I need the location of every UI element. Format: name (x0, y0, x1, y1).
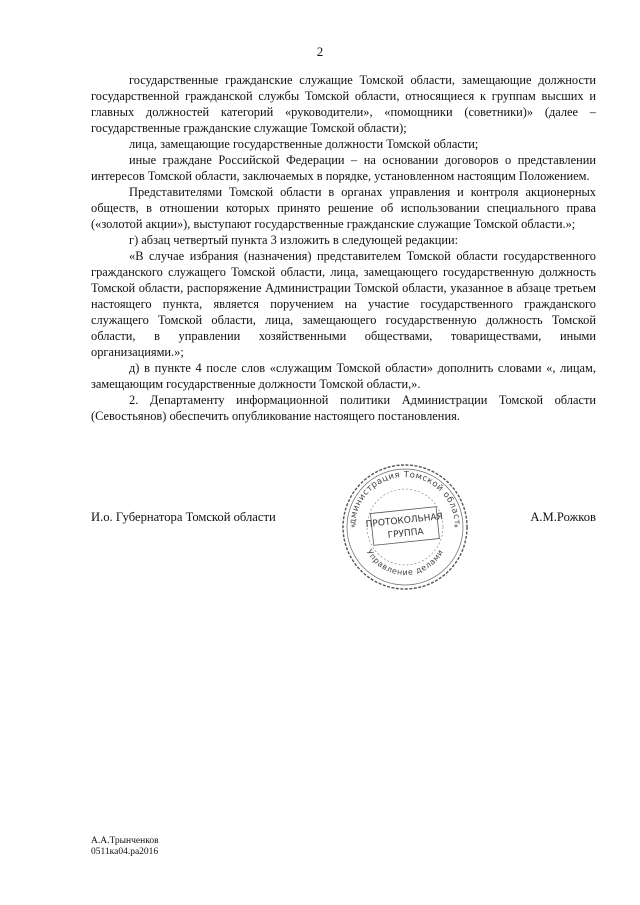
paragraph: д) в пункте 4 после слов «служащим Томской области» дополнить словами «, лицам, замещающим государственные должности Томской области,». (91, 361, 596, 391)
signature-title: И.о. Губернатора Томской области (91, 510, 276, 524)
stamp-ring-bottom: Управление делами (364, 547, 446, 578)
footer (91, 836, 159, 858)
footer-doc-code: 0511ка04.ра2016 (91, 847, 159, 857)
paragraph: лица, замещающие государственные должности Томской области; (129, 137, 479, 151)
footer-author: А.А.Трынченков (91, 836, 159, 846)
seal-stamp (338, 460, 472, 594)
page-number: 2 (316, 44, 324, 59)
paragraph: 2. Департаменту информационной политики Администрации Томской области (Севостьянов) обеспечить опубликование настоящего постановления. (91, 393, 596, 423)
stamp-center-line-1: ПРОТОКОЛЬНАЯ (365, 512, 444, 531)
signature-name: А.М.Рожков (530, 510, 596, 524)
stamp-star-right: * (454, 523, 458, 532)
paragraph: иные граждане Российской Федерации – на основании договоров о представлении интересов Томской области, заключаемых в порядке, установленном настоящим Положением. (91, 153, 596, 183)
svg-text:Управление делами (365, 548, 445, 577)
stamp-star-left: * (351, 523, 355, 532)
paragraph: «В случае избрания (назначения) представителем Томской области государственного гражданского служащего Томской области, лица, замещающего государственную должность Томской области, распоряжение Администрации Томской области, указанное в абзаце третьем настоящего пункта, является поручением на участие государственного гражданского служащего Томской области, лица, замещающего государственную должность Томской области, в управлении хозяйственными обществами, товариществами, иными организациями.»; (91, 249, 596, 359)
paragraph: Представителями Томской области в органах управления и контроля акционерных обществ, в отношении которых принято решение об использовании специального права («золотой акции»), выступают государственные гражданские служащие Томской области.»; (91, 185, 596, 231)
stamp-graphic (338, 460, 472, 594)
stamp-ring-top: дминистрация Томской област (347, 469, 463, 526)
paragraph: государственные гражданские служащие Томской области, замещающие должности государственной гражданской службы Томской области, относящиеся к группам высших и главных должностей категорий «руководители», «помощники (советники)» (далее – государственные гражданские служащие Томской области); (91, 73, 596, 135)
paragraph: г) абзац четвертый пункта 3 изложить в следующей редакции: (129, 233, 459, 247)
document-body (91, 72, 596, 424)
stamp-center-line-2: ГРУППА (387, 527, 425, 541)
